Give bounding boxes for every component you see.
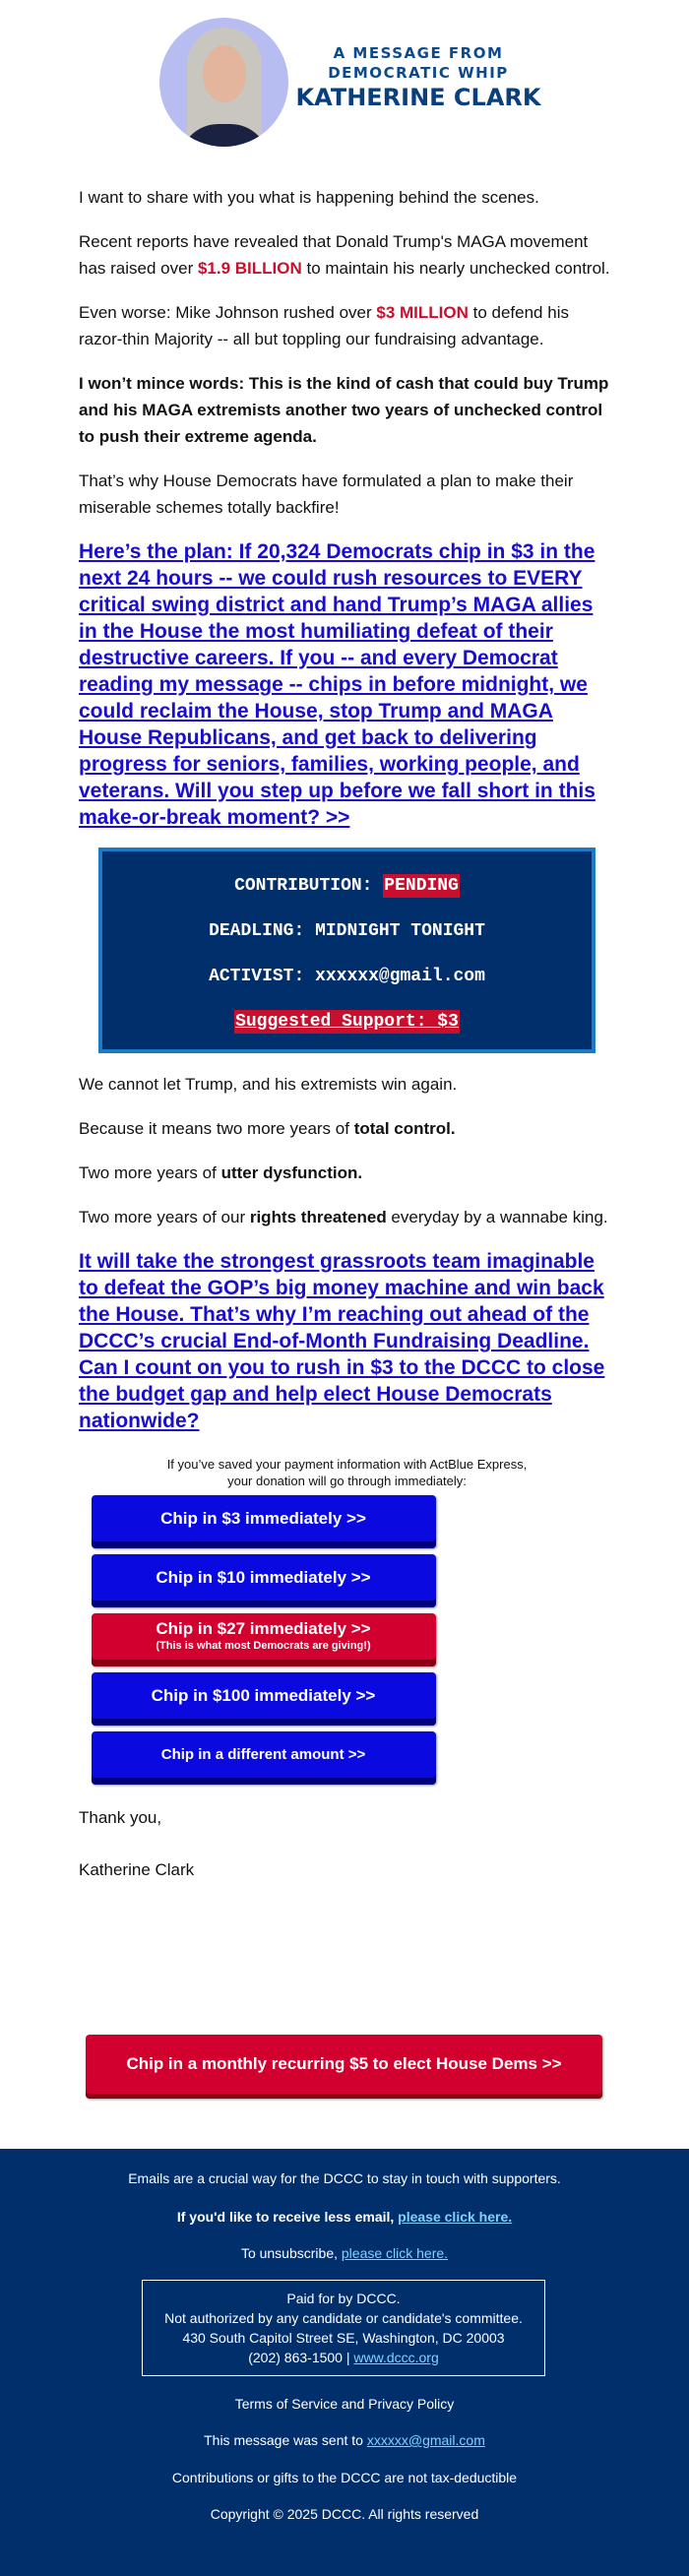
paragraph-dysfunction: Two more years of utter dysfunction. (79, 1163, 363, 1182)
suggested-support-link[interactable]: Suggested Support: $3 (235, 1012, 459, 1032)
footer-copyright: Copyright © 2025 DCCC. All rights reserved (210, 2506, 479, 2522)
contact-line: (202) 863-1500 | www.dccc.org (248, 2350, 439, 2365)
signoff-name: Katherine Clark (79, 1860, 195, 1879)
grassroots-donate-link[interactable]: It will take the strongest grassroots team imaginable to defeat the GOP’s big money machine and win back the House. That’s why I’m reaching out ahead of the DCCC’s crucial End-of-Month Fundraising Deadline. Can I count on you to rush in $3 to the DCCC to close the budget gap and help elect House Democrats nationwide? (79, 1250, 605, 1432)
paragraph-bold-warning: I won’t mince words: This is the kind of cash that could buy Trump and his MAGA extremists another two years of unchecked control to push their extreme agenda. (79, 374, 609, 446)
chip-in-27-button[interactable]: Chip in $27 immediately >> (This is what most Democrats are giving!) (92, 1613, 436, 1666)
monthly-recurring-button[interactable]: Chip in a monthly recurring $5 to elect House Dems >> (86, 2035, 602, 2099)
pending-badge: PENDING (384, 876, 459, 896)
unsubscribe-link[interactable]: please click here. (341, 2245, 449, 2261)
footer-tax-note: Contributions or gifts to the DCCC are not tax-deductible (171, 2470, 518, 2485)
chip-in-different-amount-button[interactable]: Chip in a different amount >> (92, 1731, 436, 1785)
header-title (295, 43, 541, 112)
paid-for-line: Paid for by DCCC. (286, 2291, 401, 2306)
website-link[interactable]: www.dccc.org (353, 2350, 439, 2365)
terms-privacy-link[interactable]: Terms of Service and Privacy Policy (234, 2396, 455, 2412)
email-body (79, 184, 615, 1883)
header-line-1: A MESSAGE FROM (333, 44, 504, 62)
paragraph-total-control: Because it means two more years of total control. (79, 1119, 456, 1138)
paragraph-intro: I want to share with you what is happening behind the scenes. (79, 188, 539, 207)
header-name: KATHERINE CLARK (295, 84, 541, 111)
footer-less-email: If you'd like to receive less email, please click here. (176, 2209, 513, 2225)
header-line-2: DEMOCRATIC WHIP (328, 64, 509, 82)
less-email-link[interactable]: please click here. (398, 2209, 513, 2225)
paragraph-rights: Two more years of our rights threatened everyday by a wannabe king. (79, 1208, 608, 1226)
footer-unsubscribe: To unsubscribe, please click here. (240, 2245, 449, 2261)
chip-in-100-button[interactable]: Chip in $100 immediately >> (92, 1672, 436, 1726)
activist-line: ACTIVIST: xxxxxx@gmail.com (209, 967, 485, 986)
plan-donate-link[interactable]: Here’s the plan: If 20,324 Democrats chip in $3 in the next 24 hours -- we could rush resources to EVERY critical swing district and hand Trump’s MAGA allies in the House the most humiliating defeat of their destructive careers. If you -- and every Democrat reading my message -- chips in before midnight, we could reclaim the House, stop Trump and MAGA House Republicans, and get back to delivering progress for seniors, families, working people, and veterans. Will you step up before we fall short in this make-or-break moment? >> (79, 540, 595, 829)
contribution-status: CONTRIBUTION: PENDING (234, 876, 459, 896)
footer (0, 2149, 689, 2576)
popular-amount-note: (This is what most Democrats are giving!) (156, 1640, 371, 1652)
paragraph-plan: That’s why House Democrats have formulated a plan to make their miserable schemes totally backfire! (79, 471, 574, 517)
address-line: 430 South Capitol Street SE, Washington, DC 20003 (182, 2330, 505, 2346)
signoff-thanks: Thank you, (79, 1808, 162, 1827)
not-authorized-line: Not authorized by any candidate or candidate's committee. (164, 2310, 523, 2326)
contribution-status-box (98, 848, 595, 1053)
paragraph-johnson: Even worse: Mike Johnson rushed over $3 MILLION to defend his razor-thin Majority -- all but toppling our fundraising advantage. (79, 303, 569, 348)
email-header (0, 0, 689, 162)
paragraph-maga-raised: Recent reports have revealed that Donald Trump's MAGA movement has raised over $1.9 BILLION to maintain his nearly unchecked control. (79, 232, 610, 278)
highlight-amount: $1.9 BILLION (197, 259, 302, 278)
chip-in-10-button[interactable]: Chip in $10 immediately >> (92, 1554, 436, 1607)
highlight-amount: $3 MILLION (376, 303, 469, 322)
katherine-clark-photo (159, 18, 288, 147)
chip-in-3-button[interactable]: Chip in $3 immediately >> (92, 1495, 436, 1548)
deadline-line: DEADLING: MIDNIGHT TONIGHT (209, 921, 485, 941)
footer-emails-note: Emails are a crucial way for the DCCC to stay in touch with supporters. (128, 2170, 561, 2186)
paid-for-box (142, 2280, 545, 2376)
actblue-express-note: If you’ve saved your payment information with ActBlue Express, your donation will go through immediately: (166, 1457, 528, 1488)
paragraph-cannot-let: We cannot let Trump, and his extremists win again. (79, 1075, 458, 1094)
recipient-email-link[interactable]: xxxxxx@gmail.com (366, 2432, 485, 2448)
footer-sent-to: This message was sent to xxxxxx@gmail.com (204, 2432, 485, 2448)
